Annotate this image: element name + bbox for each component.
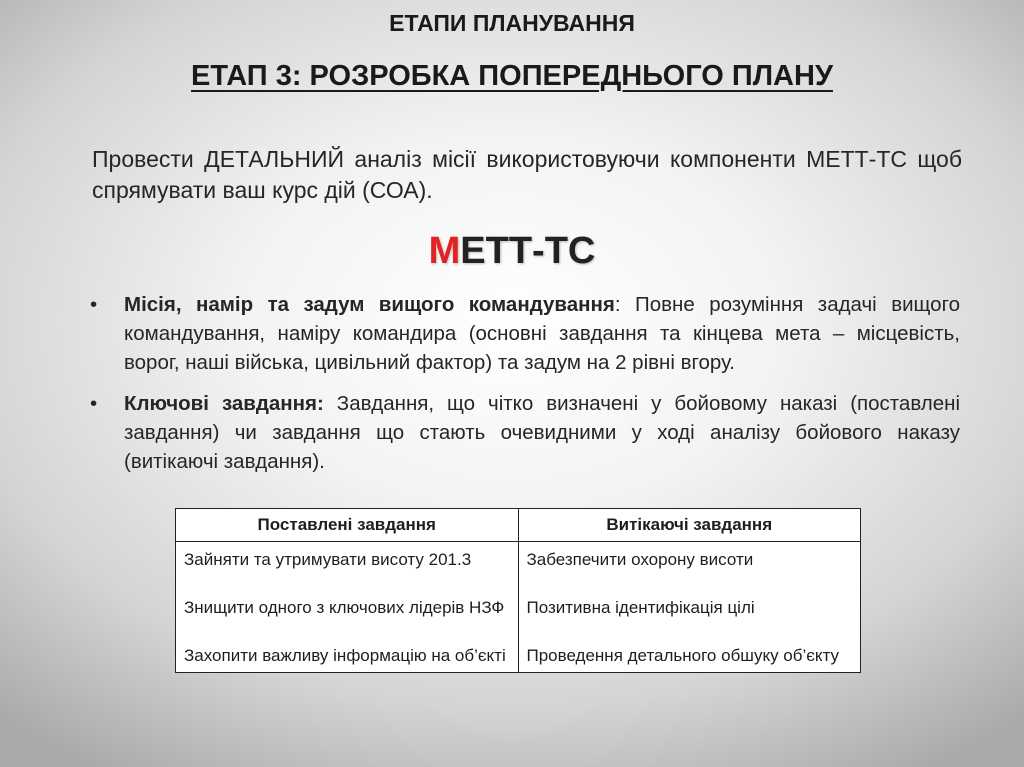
bullet-term: Ключові завдання: [124, 392, 324, 415]
header-implied-tasks: Витікаючі завдання [518, 509, 861, 542]
mett-rest: ЕТТ-ТС [460, 230, 596, 272]
bullet-item-mission [90, 290, 960, 377]
bullet-item-key-tasks [90, 389, 960, 476]
header-assigned-tasks: Поставлені завдання [176, 509, 519, 542]
bullet-term: Місія, намір та задум вищого командування [124, 293, 615, 316]
slide-title: ЕТАПИ ПЛАНУВАННЯ [389, 10, 635, 36]
mett-tc-heading [0, 230, 1024, 273]
implied-task: Позитивна ідентифікація цілі [526, 598, 755, 617]
bullet-text: Завдання, що чітко визначені у бойовому наказі (поставлені завдання) чи завдання що стають очевидними у ході аналізу бойового наказу (витікаючі завдання). [124, 392, 960, 473]
table-row [176, 542, 861, 673]
implied-task: Забезпечити охорону висоти [526, 550, 754, 569]
bullet-marker: • [90, 392, 98, 415]
bullet-marker: • [90, 293, 98, 316]
mett-first-letter: М [428, 230, 461, 272]
subtitle-text: ЕТАП 3: РОЗРОБКА ПОПЕРЕДНЬОГО ПЛАНУ [191, 60, 833, 92]
bullet-text: Повне розуміння задачі вищого командування, наміру командира (основні завдання та кінцева мета – місцевість, ворог, наші війська, цивільний фактор) та задум на 2 рівні вгору. [124, 293, 960, 374]
intro-paragraph: Провести ДЕТАЛЬНИЙ аналіз місії використовуючи компоненти МЕТТ-ТС щоб спрямувати ваш курс дій (СОА). [92, 146, 962, 203]
assigned-task: Зайняти та утримувати висоту 201.3 [184, 550, 472, 569]
assigned-tasks-cell [176, 542, 519, 673]
bullet-list [90, 290, 960, 476]
slide-subtitle [0, 60, 1024, 93]
assigned-task: Захопити важливу інформацію на об’єкті [184, 646, 506, 665]
table-header-row [176, 509, 861, 542]
tasks-table [175, 508, 861, 673]
bullet-separator: : [614, 293, 621, 316]
assigned-task: Знищити одного з ключових лідерів НЗФ [184, 598, 505, 617]
implied-task: Проведення детального обшуку об’єкту [526, 646, 840, 665]
implied-tasks-cell [518, 542, 861, 673]
